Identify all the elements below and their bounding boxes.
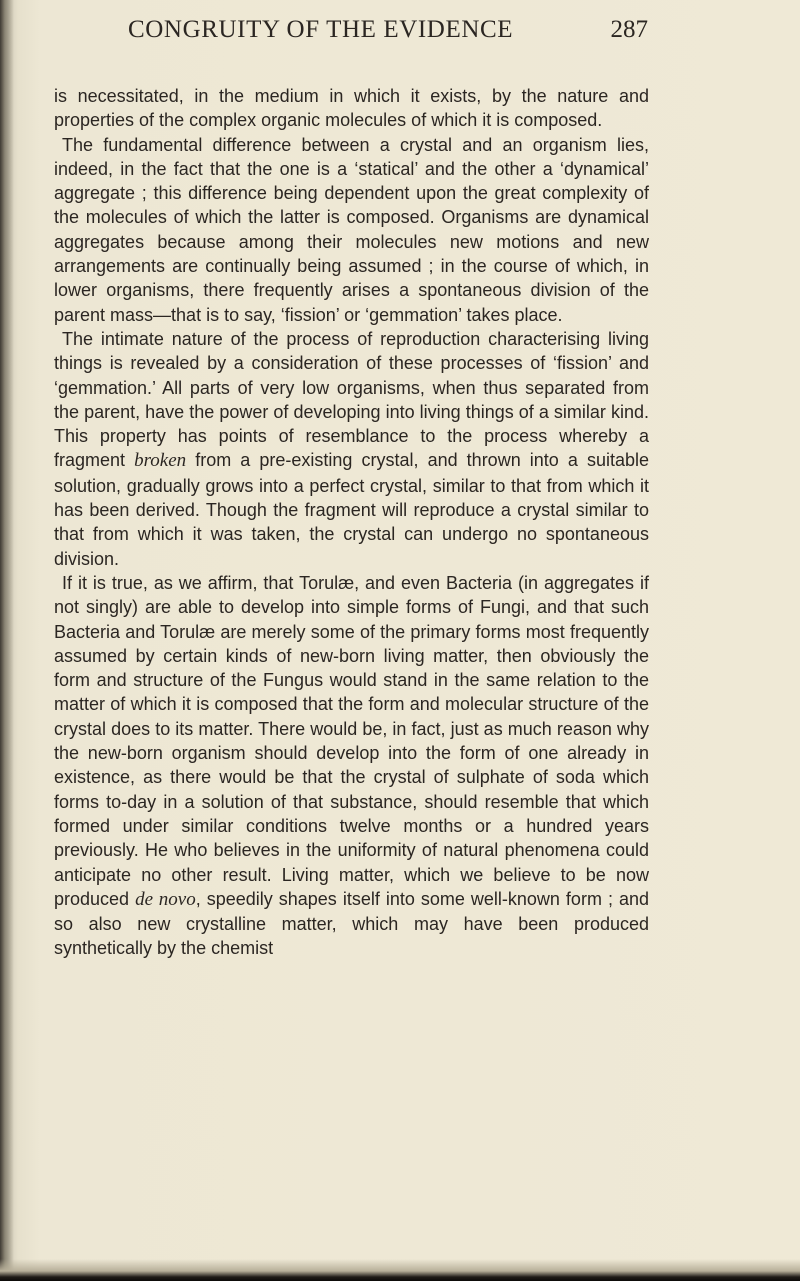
page-number: 287 — [610, 16, 648, 43]
paragraph-4-text-a: If it is true, as we affirm, that Torulæ, and even Bacteria (in aggregates if not singly) are able to develop into simple forms of Fungi, and that such Bacteria and Torulæ are merely some of the primary forms most frequently assumed by certain kinds of new-born living matter, then obviously the form and structure of the Fungus would stand in the same relation to the matter of which it is composed that the form and molecular structure of the crystal does to its matter. There would be, in fact, just as much reason why the new-born organism should develop into the form of one already in existence, as there would be that the crystal of sulphate of soda which forms to-day in a solution of that substance, should resemble that which formed under similar conditions twelve months or a hundred years previously. He who believes in the uniformity of natural phenomena could anticipate no other result. Living matter, which we believe to be now produced — [54, 572, 649, 909]
running-title: CONGRUITY OF THE EVIDENCE — [128, 16, 514, 43]
paragraph-2-text: The fundamental difference between a crystal and an organism lies, indeed, in the fact that the one is a ‘statical’ and the other a ‘dynamical’ aggregate ; this difference being dependent upon the great complexity of the molecules of which the latter is composed. Organisms are dynamical aggregates because among their molecules new motions and new arrangements are continually being assumed ; in the course of which, in lower organisms, there frequently arises a spontaneous division of the parent mass—that is to say, ‘fission’ or ‘gemmation’ takes place. — [54, 134, 649, 325]
binding-gutter-shadow — [0, 0, 14, 1281]
paragraph-crystal-organism — [54, 133, 649, 327]
paragraph-3-text-b: from a pre-existing crystal, and thrown into a suitable solution, gradually grows into a perfect crystal, similar to that from which it has been derived. Though the fragment will reproduce a crystal similar to that from which it was taken, the crystal can undergo no spontaneous division. — [54, 450, 649, 569]
paragraph-continuation — [54, 84, 649, 133]
body-text — [54, 84, 649, 961]
paragraph-3-text-a: The intimate nature of the process of reproduction characterising living things is revealed by a consideration of these processes of ‘fission’ and ‘gemmation.’ All parts of very low organisms, when thus separated from the parent, have the power of developing into living things of a similar kind. This property has points of resemblance to the process whereby a fragment — [54, 328, 649, 471]
paragraph-torulae — [54, 571, 649, 961]
page-header — [128, 6, 648, 54]
italic-broken: broken — [134, 450, 187, 472]
paragraph-1-text: is necessitated, in the medium in which it exists, by the nature and properties of the complex organic molecules of which it is composed. — [54, 86, 649, 131]
paragraph-4-text-b: , speedily shapes itself into some well-known form ; and so also new crystalline matter, which may have been produced synthetically by the chemist — [54, 888, 649, 959]
paragraph-reproduction — [54, 327, 649, 571]
page-bottom-edge — [0, 1259, 800, 1281]
italic-de-novo: de novo — [135, 888, 196, 910]
